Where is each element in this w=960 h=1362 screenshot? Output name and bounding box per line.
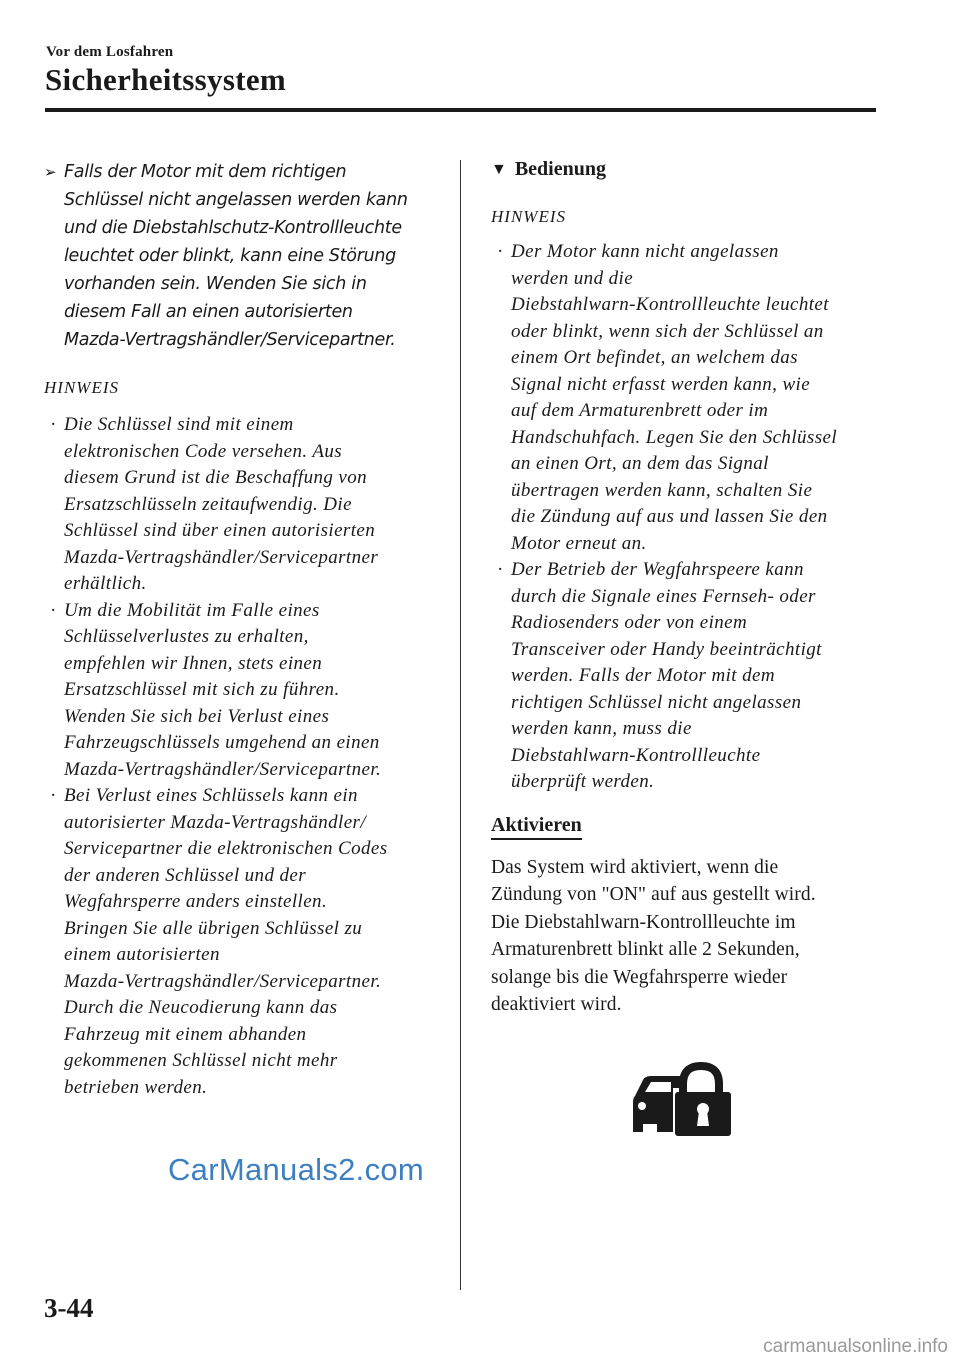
security-indicator-icon [629, 1062, 735, 1143]
note-line: werden. Falls der Motor mit dem [511, 665, 775, 686]
note-line: durch die Signale eines Fernseh- oder [511, 585, 816, 607]
activate-paragraph [491, 854, 886, 1019]
note-line: richtigen Schlüssel nicht angelassen [511, 691, 802, 713]
warning-arrow-icon: ➢ [44, 163, 57, 181]
triangle-down-icon: ▼ [491, 160, 507, 178]
note-line: Ersatzschlüsseln zeitaufwendig. Die [64, 493, 352, 515]
bedienung-heading-text: Bedienung [514, 158, 606, 180]
note-item [44, 412, 439, 598]
note-line: Fahrzeug mit einem abhanden [64, 1023, 307, 1045]
watermark-logo: CarManuals2.com [168, 1152, 425, 1187]
note-line: Die Schlüssel sind mit einem [64, 414, 294, 435]
header-rule [45, 108, 876, 112]
page-title: Sicherheitssystem [45, 62, 287, 97]
note-line: Fahrzeugschlüssels umgehend an einen [64, 732, 380, 753]
column-divider [460, 160, 461, 1290]
note-line: einem Ort befindet, an welchem das [511, 347, 798, 368]
note-item [491, 239, 886, 557]
note-line: oder blinkt, wenn sich der Schlüssel an [511, 320, 824, 342]
note-line: Durch die Neucodierung kann das [64, 997, 338, 1018]
warning-line: Falls der Motor mit dem richtigen [64, 162, 347, 182]
note-line: die Zündung auf aus und lassen Sie den [511, 506, 828, 527]
activate-heading: Aktivieren [491, 814, 582, 840]
note-line: Der Motor kann nicht angelassen [511, 241, 779, 262]
note-line: autorisierter Mazda-Vertragshändler/ [64, 811, 367, 833]
note-line: Wegfahrsperre anders einstellen. [64, 891, 328, 912]
note-line: diesem Grund ist die Beschaffung von [64, 467, 368, 488]
bullet-icon: · [497, 559, 504, 580]
right-column [491, 158, 886, 1019]
note-line: Mazda-Vertragshändler/Servicepartner. [64, 970, 382, 992]
left-column [44, 158, 439, 1101]
watermark-footer: carmanualsonline.info [763, 1336, 948, 1357]
note-line: gekommenen Schlüssel nicht mehr [64, 1050, 338, 1071]
note-line: Der Betrieb der Wegfahrspeere kann [511, 559, 804, 580]
note-list [491, 239, 886, 796]
page-number: 3-44 [44, 1293, 94, 1323]
warning-line: leuchtet oder blinkt, kann eine Störung [64, 246, 396, 266]
body-line: Die Diebstahlwarn-Kontrollleuchte im [491, 911, 796, 933]
body-line: Das System wird aktiviert, wenn die [491, 856, 779, 878]
note-line: betrieben werden. [64, 1076, 208, 1098]
note-line: auf dem Armaturenbrett oder im [511, 400, 769, 421]
note-item [491, 557, 886, 796]
note-item [44, 783, 439, 1101]
note-line: Signal nicht erfasst werden kann, wie [511, 373, 811, 395]
note-line: elektronischen Code versehen. Aus [64, 440, 343, 462]
bullet-icon: · [50, 414, 57, 435]
bullet-icon: · [497, 241, 504, 262]
warning-block [44, 158, 439, 354]
note-line: Mazda-Vertragshändler/Servicepartner. [64, 758, 382, 780]
note-line: Radiosenders oder von einem [511, 612, 748, 633]
note-line: Ersatzschlüssel mit sich zu führen. [64, 679, 340, 700]
bullet-icon: · [50, 599, 57, 621]
note-line: Wenden Sie sich bei Verlust eines [64, 705, 330, 727]
body-line: deaktiviert wird. [491, 994, 622, 1015]
note-line: Mazda-Vertragshändler/Servicepartner [64, 546, 379, 568]
note-item [44, 598, 439, 784]
bullet-icon: · [50, 785, 57, 806]
note-line: werden kann, muss die [511, 718, 692, 739]
note-line: Servicepartner die elektronischen Codes [64, 838, 388, 859]
note-line: der anderen Schlüssel und der [64, 864, 307, 886]
note-line: an einen Ort, an dem das Signal [511, 453, 769, 474]
note-label: HINWEIS [44, 378, 119, 397]
note-label: HINWEIS [491, 207, 566, 226]
note-line: erhältlich. [64, 573, 147, 594]
note-line: Motor erneut an. [511, 532, 647, 554]
note-line: Um die Mobilität im Falle eines [64, 599, 320, 621]
note-line: Diebstahlwarn-Kontrollleuchte [511, 744, 761, 766]
warning-line: diesem Fall an einen autorisierten [64, 302, 353, 322]
warning-line: Schlüssel nicht angelassen werden kann [64, 190, 408, 210]
note-line: empfehlen wir Ihnen, stets einen [64, 652, 323, 674]
note-line: Schlüssel sind über einen autorisierten [64, 520, 376, 541]
note-list [44, 412, 439, 1101]
section-label: Vor dem Losfahren [46, 44, 174, 60]
note-line: Transceiver oder Handy beeinträchtigt [511, 638, 822, 660]
note-line: überprüft werden. [511, 771, 655, 792]
note-line: werden und die [511, 267, 634, 289]
body-line: Armaturenbrett blinkt alle 2 Sekunden, [491, 939, 800, 960]
warning-line: Mazda-Vertragshändler/Servicepartner. [64, 330, 396, 350]
warning-line: vorhanden sein. Wenden Sie sich in [64, 274, 367, 294]
body-line: Zündung von "ON" auf aus gestellt wird. [491, 884, 816, 905]
warning-line: und die Diebstahlschutz-Kontrollleuchte [64, 218, 402, 238]
note-line: Diebstahlwarn-Kontrollleuchte leuchtet [511, 294, 829, 315]
note-line: einem autorisierten [64, 944, 220, 965]
note-line: Handschuhfach. Legen Sie den Schlüssel [511, 426, 838, 448]
note-line: Bei Verlust eines Schlüssels kann ein [64, 785, 358, 806]
bedienung-heading [491, 158, 886, 181]
body-line: solange bis die Wegfahrsperre wieder [491, 966, 788, 988]
note-line: übertragen werden kann, schalten Sie [511, 479, 813, 501]
note-line: Schlüsselverlustes zu erhalten, [64, 626, 309, 647]
note-line: Bringen Sie alle übrigen Schlüssel zu [64, 917, 363, 939]
